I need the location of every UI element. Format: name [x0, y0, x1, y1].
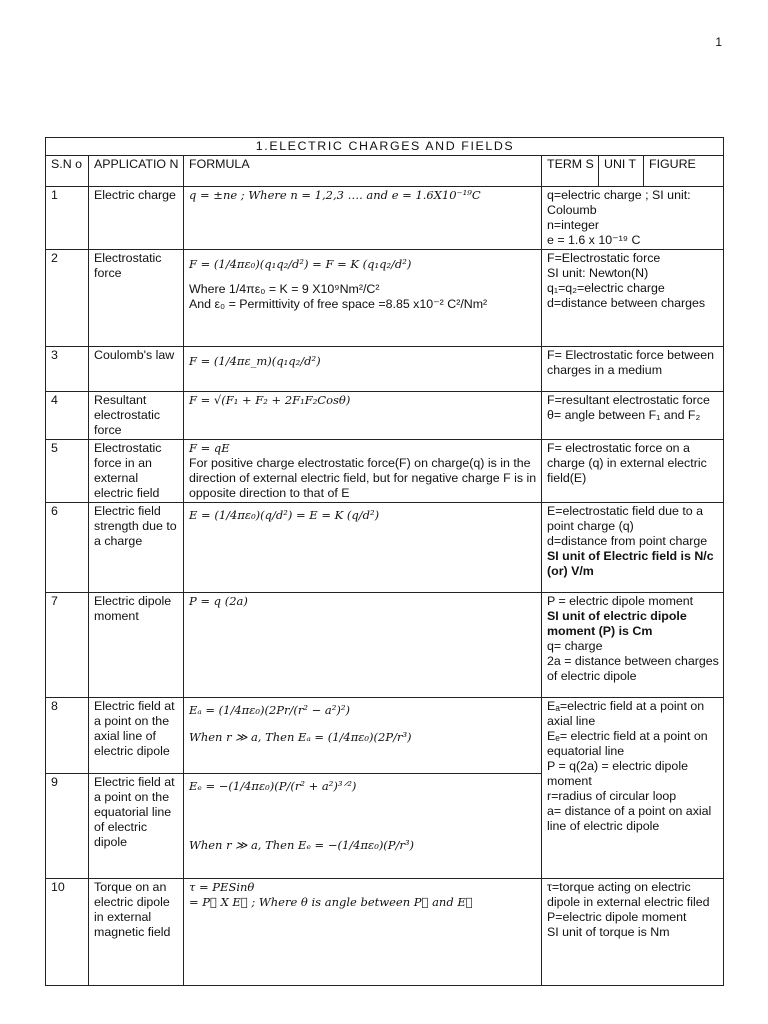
formula-line: F = (1/4πε_m)(q₁q₂/d²)	[189, 354, 321, 368]
cell-formula	[184, 187, 542, 250]
term-line: P = electric dipole moment	[547, 594, 694, 608]
table-row	[46, 503, 724, 593]
term-line: e = 1.6 x 10⁻¹⁹ C	[547, 233, 641, 247]
formula-line: When r ≫ a, Then Eₑ = −(1/4πε₀)(P/r³)	[189, 838, 414, 852]
formula-line: Eₑ = −(1/4πε₀)(P/(r² + a²)³ᐟ²)	[189, 779, 357, 793]
cell-terms	[542, 879, 724, 986]
header-figure: FIGURE	[644, 156, 724, 187]
term-line: P=electric dipole moment	[547, 910, 687, 924]
cell-sno: 7	[46, 593, 89, 698]
cell-terms	[542, 503, 724, 593]
formula-line: F = (1/4πε₀)(q₁q₂/d²) = F = K (q₁q₂/d²)	[189, 257, 412, 271]
cell-sno: 1	[46, 187, 89, 250]
cell-application: Electric dipole moment	[89, 593, 184, 698]
cell-sno: 9	[46, 774, 89, 879]
cell-formula	[184, 347, 542, 392]
term-line: E=electrostatic field due to a point charge (q)	[547, 504, 704, 533]
cell-sno: 4	[46, 392, 89, 440]
cell-sno: 8	[46, 698, 89, 774]
cell-formula	[184, 593, 542, 698]
formula-line: For positive charge electrostatic force(F) on charge(q) is in the direction of external electric field, but for negative charge F is in opposite direction to that of E	[189, 456, 537, 500]
table-row	[46, 250, 724, 347]
term-line: Eₐ=electric field at a point on axial line	[547, 699, 705, 728]
term-line: τ=torque acting on electric dipole in external electric filed	[547, 880, 710, 909]
cell-formula	[184, 440, 542, 503]
header-formula: FORMULA	[184, 156, 542, 187]
cell-sno: 2	[46, 250, 89, 347]
term-line: d=distance between charges	[547, 296, 706, 310]
formula-line: = P⃗ X E⃗ ; Where θ is angle between P⃗ and E⃗	[189, 895, 473, 909]
cell-terms: F= electrostatic force on a charge (q) in external electric field(E)	[542, 440, 724, 503]
header-application: APPLICATIO N	[89, 156, 184, 187]
table-title: 1.ELECTRIC CHARGES AND FIELDS	[46, 138, 724, 156]
cell-application: Electric field at a point on the axial line of electric dipole	[89, 698, 184, 774]
cell-application: Torque on an electric dipole in external magnetic field	[89, 879, 184, 986]
term-line: SI unit: Newton(N)	[547, 266, 649, 280]
cell-formula	[184, 774, 542, 879]
cell-application: Electric field strength due to a charge	[89, 503, 184, 593]
cell-terms: F= Electrostatic force between charges in a medium	[542, 347, 724, 392]
cell-application: Coulomb's law	[89, 347, 184, 392]
cell-application: Electrostatic force in an external electric field	[89, 440, 184, 503]
table-row	[46, 187, 724, 250]
cell-formula	[184, 503, 542, 593]
term-line: n=integer	[547, 218, 600, 232]
cell-sno: 6	[46, 503, 89, 593]
cell-sno: 3	[46, 347, 89, 392]
formula-line: q = ±ne ; Where n = 1,2,3 …. and e = 1.6X10⁻¹⁹C	[189, 188, 481, 202]
table-row	[46, 392, 724, 440]
table-row	[46, 347, 724, 392]
term-line: q=electric charge ; SI unit: Coloumb	[547, 188, 691, 217]
cell-formula	[184, 698, 542, 774]
formula-line: E = (1/4πε₀)(q/d²) = E = K (q/d²)	[189, 508, 380, 522]
cell-formula	[184, 250, 542, 347]
cell-terms	[542, 250, 724, 347]
term-line: a= distance of a point on axial line of electric dipole	[547, 804, 712, 833]
term-line: q= charge	[547, 639, 603, 653]
term-line: d=distance from point charge	[547, 534, 708, 548]
term-line: SI unit of torque is Nm	[547, 925, 670, 939]
page-number: 1	[715, 35, 722, 49]
formula-line: Eₐ = (1/4πε₀)(2Pr/(r² − a²)²)	[189, 703, 350, 717]
cell-formula	[184, 392, 542, 440]
term-line: SI unit of electric dipole moment (P) is Cm	[547, 609, 687, 638]
term-line: F=Electrostatic force	[547, 251, 661, 265]
formula-table	[45, 137, 724, 986]
header-sno: S.N o	[46, 156, 89, 187]
formula-line: When r ≫ a, Then Eₐ = (1/4πε₀)(2P/r³)	[189, 730, 412, 744]
header-row	[46, 156, 724, 187]
cell-application: Resultant electrostatic force	[89, 392, 184, 440]
cell-application: Electric field at a point on the equatorial line of electric dipole	[89, 774, 184, 879]
cell-application: Electric charge	[89, 187, 184, 250]
header-unit: UNI T	[599, 156, 644, 187]
formula-line: F = qE	[189, 441, 230, 455]
term-line: F=resultant electrostatic force	[547, 393, 710, 407]
table-row	[46, 440, 724, 503]
cell-terms	[542, 187, 724, 250]
formula-line: Where 1/4πε₀ = K = 9 X10⁹Nm²/C²	[189, 282, 380, 296]
cell-sno: 5	[46, 440, 89, 503]
cell-application: Electrostatic force	[89, 250, 184, 347]
formula-line: F = √(F₁ + F₂ + 2F₁F₂Cosθ)	[189, 393, 351, 407]
term-line: P = q(2a) = electric dipole moment	[547, 759, 688, 788]
formula-line: τ = PESinθ	[189, 880, 255, 894]
formula-line: P = q (2a)	[189, 594, 248, 608]
cell-sno: 10	[46, 879, 89, 986]
header-terms: TERM S	[542, 156, 599, 187]
term-line: q₁=q₂=electric charge	[547, 281, 665, 295]
cell-terms	[542, 392, 724, 440]
table-row	[46, 879, 724, 986]
formula-line: And ε₀ = Permittivity of free space =8.85 x10⁻² C²/Nm²	[189, 297, 488, 311]
table-row	[46, 698, 724, 774]
term-line: r=radius of circular loop	[547, 789, 677, 803]
term-line: 2a = distance between charges of electric dipole	[547, 654, 719, 683]
term-line: θ= angle between F₁ and F₂	[547, 408, 701, 422]
term-line: SI unit of Electric field is N/c (or) V/m	[547, 549, 714, 578]
cell-terms	[542, 593, 724, 698]
table-row	[46, 593, 724, 698]
cell-formula	[184, 879, 542, 986]
cell-terms	[542, 698, 724, 879]
term-line: Eₑ= electric field at a point on equatorial line	[547, 729, 708, 758]
